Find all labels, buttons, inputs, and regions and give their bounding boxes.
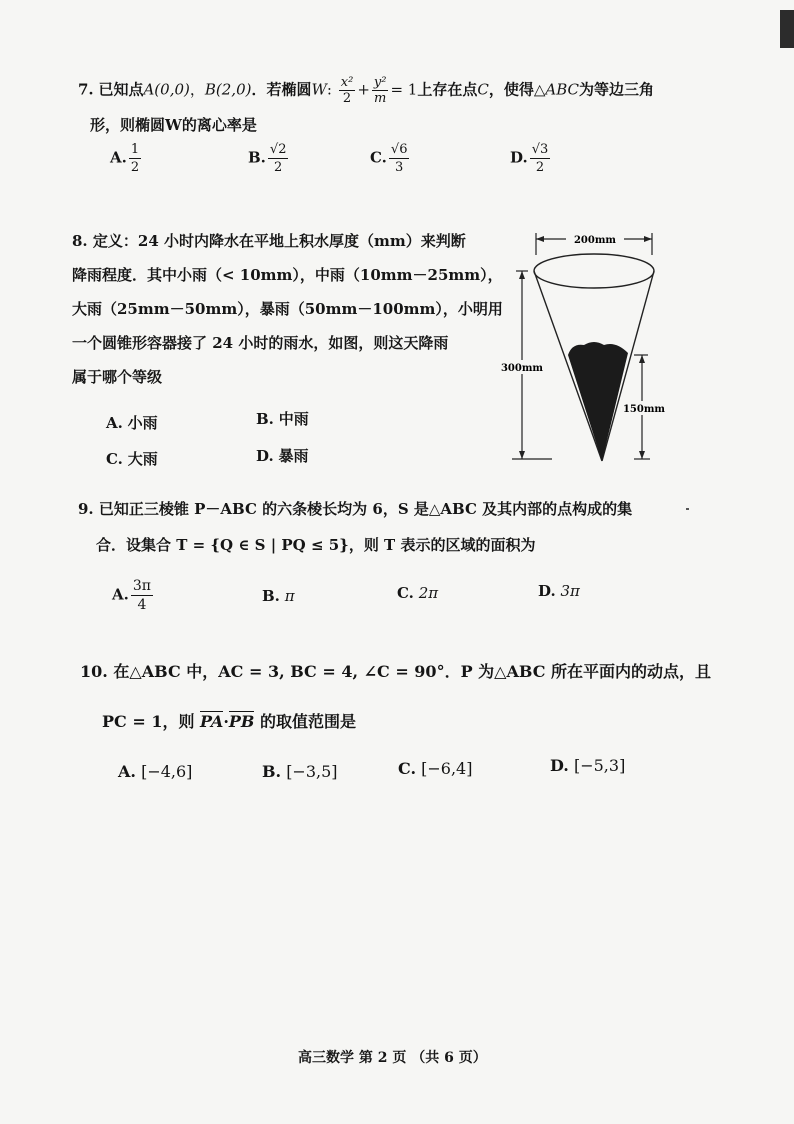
q8-number: 8. bbox=[72, 232, 88, 250]
q7-option-c: C. $\frac{√6}{3}$ bbox=[370, 142, 408, 175]
q8-option-c: C. 大雨 bbox=[106, 450, 158, 468]
q9-line1: 9. 已知正三棱锥 P－ABC 的六条棱长均为 6，S 是△ABC 及其内部的点构成的集 bbox=[78, 500, 633, 518]
q7-line1: 7. 已知点A(0,0)，B(2,0)．若椭圆W: $\frac{\text{x²}}{2}$ + $\frac{\text{y²}}{m}$ = 1上存在点C，使得△ABC为等边三角 bbox=[78, 75, 655, 106]
q9-number: 9. bbox=[78, 500, 94, 518]
vector-pb: PB bbox=[228, 712, 255, 731]
q7-number: 7. bbox=[78, 80, 94, 99]
q9-option-c: C. 2π bbox=[397, 584, 439, 602]
fraction-x2-over-2: $\frac{\text{x²}}{2}$ bbox=[340, 75, 354, 106]
q8-line3: 大雨（25mm－50mm），暴雨（50mm－100mm），小明用 bbox=[72, 300, 503, 318]
label-150mm: 150mm bbox=[622, 404, 666, 415]
q9-line2: 合．设集合 T = {Q ∈ S | PQ ≤ 5}，则 T 表示的区域的面积为 bbox=[96, 536, 536, 554]
fraction-y2-over-m: $\frac{\text{y²}}{m}$ bbox=[373, 75, 387, 106]
q10-line1: 10. 在△ABC 中，AC = 3, BC = 4, ∠C = 90°．P 为△ABC 所在平面内的动点，且 bbox=[80, 662, 712, 681]
q8-option-b: B. 中雨 bbox=[256, 410, 309, 428]
q9-option-a: A. $\frac{3\pi}{4}$ bbox=[112, 578, 151, 613]
page-footer: 高三数学 第 2 页 （共 6 页） bbox=[298, 1050, 487, 1066]
q7-option-a: A. $\frac{1}{2}$ bbox=[110, 142, 140, 175]
scan-edge-mark bbox=[780, 10, 794, 48]
vector-pa: PA bbox=[200, 712, 224, 731]
q10-line2: PC = 1，则 PA·PB 的取值范围是 bbox=[102, 712, 357, 731]
q10-option-b: B. [−3,5] bbox=[262, 762, 338, 781]
q8-line4: 一个圆锥形容器接了 24 小时的雨水，如图，则这天降雨 bbox=[72, 334, 449, 352]
label-300mm: 300mm bbox=[500, 363, 544, 374]
q9-option-b: B. π bbox=[262, 587, 295, 605]
label-200mm: 200mm bbox=[573, 235, 617, 246]
q8-line5: 属于哪个等级 bbox=[72, 368, 163, 386]
q10-number: 10. bbox=[80, 662, 108, 681]
q9-option-d: D. 3π bbox=[538, 582, 580, 600]
q8-option-a: A. 小雨 bbox=[106, 414, 158, 432]
q10-option-c: C. [−6,4] bbox=[398, 759, 473, 778]
cone-rim bbox=[534, 254, 654, 288]
q7-option-d: D. $\frac{√3}{2}$ bbox=[510, 142, 549, 175]
q8-line2: 降雨程度．其中小雨（< 10mm），中雨（10mm－25mm）， bbox=[72, 266, 503, 284]
q7-line2: 形，则椭圆W的离心率是 bbox=[90, 116, 257, 134]
scan-speck bbox=[686, 508, 689, 510]
q10-option-a: A. [−4,6] bbox=[118, 762, 193, 781]
q8-option-d: D. 暴雨 bbox=[256, 447, 309, 465]
q7-option-b: B. $\frac{√2}{2}$ bbox=[248, 142, 287, 175]
cone-figure bbox=[498, 225, 698, 475]
q8-line1: 8. 定义：24 小时内降水在平地上积水厚度（mm）来判断 bbox=[72, 232, 466, 250]
q10-option-d: D. [−5,3] bbox=[550, 756, 626, 775]
